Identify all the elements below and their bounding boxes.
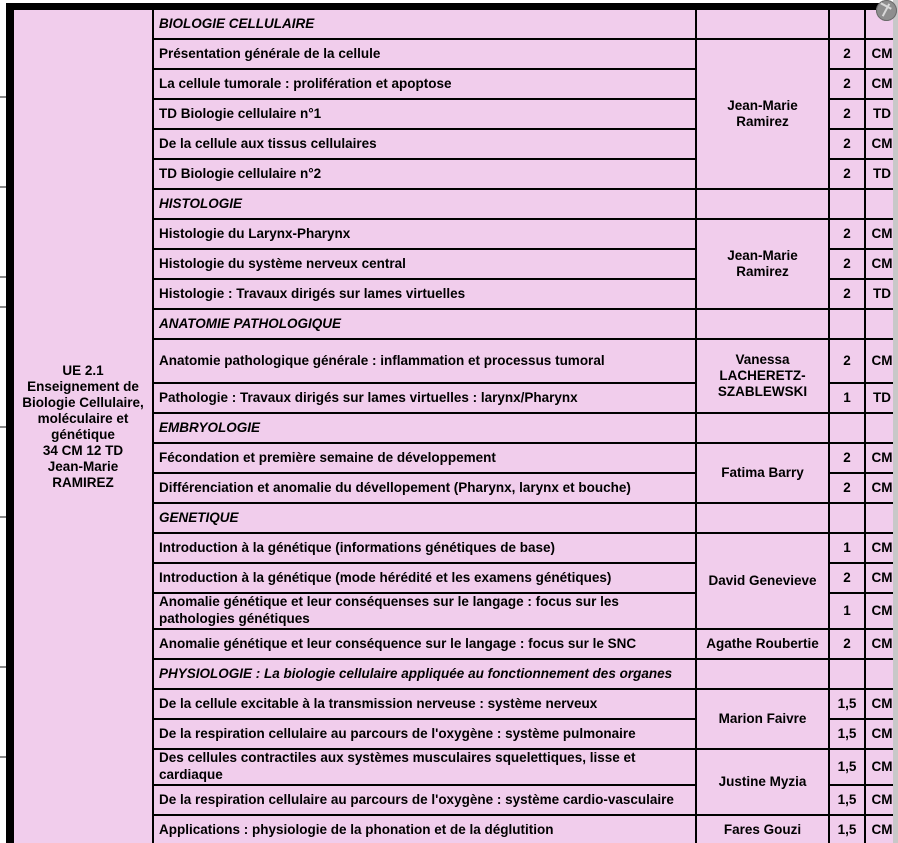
hours-blank (829, 309, 865, 339)
gutter-tick (0, 516, 6, 518)
course-type: CM (865, 39, 898, 69)
hours-blank (829, 413, 865, 443)
course-hours: 2 (829, 249, 865, 279)
course-title: De la cellule aux tissus cellulaires (153, 129, 696, 159)
course-type: CM (865, 69, 898, 99)
course-title: Histologie du Larynx-Pharynx (153, 219, 696, 249)
ue-line: UE 2.1 (62, 363, 104, 379)
course-title: Présentation générale de la cellule (153, 39, 696, 69)
hours-blank (829, 659, 865, 689)
course-title: Anomalie génétique et leur conséquenses sur le langage : focus sur les pathologies génétiques (153, 593, 696, 629)
ue-description-cell (13, 9, 153, 843)
course-hours: 2 (829, 39, 865, 69)
course-title: De la respiration cellulaire au parcours de l'oxygène : système cardio-vasculaire (153, 785, 696, 815)
course-title: Introduction à la génétique (mode hérédité et les examens génétiques) (153, 563, 696, 593)
teacher-name: Jean-Marie Ramirez (696, 219, 829, 309)
course-hours: 1 (829, 383, 865, 413)
course-hours: 2 (829, 219, 865, 249)
course-type: CM (865, 719, 898, 749)
course-type: TD (865, 383, 898, 413)
course-type: CM (865, 473, 898, 503)
course-title: Fécondation et première semaine de développement (153, 443, 696, 473)
teacher-blank (696, 309, 829, 339)
course-hours: 1,5 (829, 749, 865, 785)
course-type: TD (865, 279, 898, 309)
section-heading: ANATOMIE PATHOLOGIQUE (153, 309, 696, 339)
course-hours: 2 (829, 629, 865, 659)
gutter-tick (0, 276, 6, 278)
course-type: CM (865, 785, 898, 815)
teacher-blank (696, 189, 829, 219)
course-hours: 2 (829, 443, 865, 473)
course-hours: 2 (829, 279, 865, 309)
gutter-tick (0, 186, 6, 188)
course-hours: 2 (829, 563, 865, 593)
course-hours: 1,5 (829, 785, 865, 815)
course-hours: 2 (829, 129, 865, 159)
course-hours: 1,5 (829, 815, 865, 843)
course-hours: 2 (829, 473, 865, 503)
course-hours: 2 (829, 69, 865, 99)
gutter-tick (0, 306, 6, 308)
course-type: CM (865, 129, 898, 159)
course-type: CM (865, 219, 898, 249)
course-hours: 1 (829, 593, 865, 629)
teacher-blank (696, 9, 829, 39)
course-hours: 2 (829, 339, 865, 383)
course-type: CM (865, 749, 898, 785)
gutter-tick (0, 666, 6, 668)
course-title: Applications : physiologie de la phonation et de la déglutition (153, 815, 696, 843)
course-hours: 2 (829, 99, 865, 129)
teacher-name: Fares Gouzi (696, 815, 829, 843)
course-title: TD Biologie cellulaire n°1 (153, 99, 696, 129)
section-heading: EMBRYOLOGIE (153, 413, 696, 443)
course-type: CM (865, 689, 898, 719)
gutter-tick (0, 96, 6, 98)
course-schedule-table (12, 8, 898, 843)
teacher-name: Jean-Marie Ramirez (696, 39, 829, 189)
teacher-name: Marion Faivre (696, 689, 829, 749)
teacher-name: Justine Myzia (696, 749, 829, 815)
gutter-tick (0, 426, 6, 428)
course-title: Pathologie : Travaux dirigés sur lames virtuelles : larynx/Pharynx (153, 383, 696, 413)
course-title: Histologie : Travaux dirigés sur lames virtuelles (153, 279, 696, 309)
ue-line: Jean-Marie RAMIREZ (47, 458, 119, 490)
ue-line: moléculaire et (37, 411, 129, 427)
course-title: TD Biologie cellulaire n°2 (153, 159, 696, 189)
section-heading: GENETIQUE (153, 503, 696, 533)
section-heading: PHYSIOLOGIE : La biologie cellulaire appliquée au fonctionnement des organes (153, 659, 696, 689)
teacher-blank (696, 413, 829, 443)
section-heading: BIOLOGIE CELLULAIRE (153, 9, 696, 39)
hours-blank (829, 9, 865, 39)
course-type: CM (865, 563, 898, 593)
hours-blank (829, 189, 865, 219)
teacher-name: Agathe Roubertie (696, 629, 829, 659)
hours-blank (829, 503, 865, 533)
ue-line: génétique (51, 427, 115, 442)
course-type: CM (865, 249, 898, 279)
ue-line: Enseignement de (27, 379, 139, 395)
course-hours: 1,5 (829, 719, 865, 749)
course-title: Introduction à la génétique (informations génétiques de base) (153, 533, 696, 563)
course-title: La cellule tumorale : prolifération et apoptose (153, 69, 696, 99)
gutter-tick (0, 756, 6, 758)
course-title: De la cellule excitable à la transmission nerveuse : système nerveux (153, 689, 696, 719)
course-type: CM (865, 339, 898, 383)
course-title: Des cellules contractiles aux systèmes musculaires squelettiques, lisse et cardiaque (153, 749, 696, 785)
course-hours: 1 (829, 533, 865, 563)
course-type: CM (865, 443, 898, 473)
course-title: Différenciation et anomalie du dévellopement (Pharynx, larynx et bouche) (153, 473, 696, 503)
course-hours: 2 (829, 159, 865, 189)
table-row (13, 9, 898, 39)
section-heading: HISTOLOGIE (153, 189, 696, 219)
teacher-name: Vanessa LACHERETZ-SZABLEWSKI (696, 339, 829, 413)
course-type: CM (865, 593, 898, 629)
course-type: CM (865, 629, 898, 659)
teacher-blank (696, 503, 829, 533)
ue-line: Biologie Cellulaire, (22, 395, 144, 411)
teacher-name: David Genevieve (696, 533, 829, 629)
schedule-table-frame (6, 3, 892, 843)
right-edge-shadow (893, 0, 898, 843)
teacher-blank (696, 659, 829, 689)
course-title: De la respiration cellulaire au parcours de l'oxygène : système pulmonaire (153, 719, 696, 749)
course-type: TD (865, 99, 898, 129)
course-type: TD (865, 159, 898, 189)
course-type: CM (865, 533, 898, 563)
teacher-name: Fatima Barry (696, 443, 829, 503)
course-title: Histologie du système nerveux central (153, 249, 696, 279)
course-title: Anomalie génétique et leur conséquence sur le langage : focus sur le SNC (153, 629, 696, 659)
course-type: CM (865, 815, 898, 843)
rotate-handle-icon[interactable] (876, 0, 897, 21)
course-hours: 1,5 (829, 689, 865, 719)
course-title: Anatomie pathologique générale : inflammation et processus tumoral (153, 339, 696, 383)
ue-line: 34 CM 12 TD (42, 442, 124, 458)
